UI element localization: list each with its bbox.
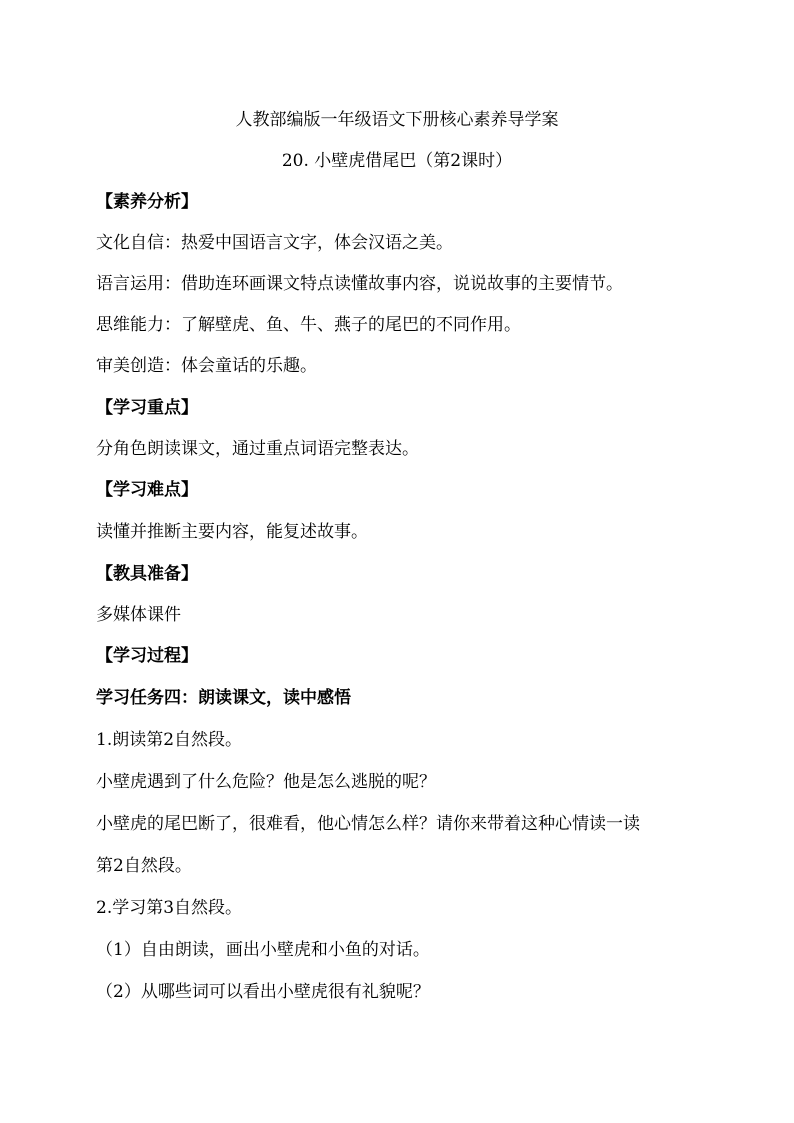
task-item: 2.学习第3自然段。 <box>96 898 243 918</box>
key-points-heading: 【学习重点】 <box>96 398 198 418</box>
document-title: 人教部编版一年级语文下册核心素养导学案 <box>235 110 559 130</box>
task-item: 小壁虎遇到了什么危险？他是怎么逃脱的呢？ <box>96 772 436 792</box>
task-heading: 学习任务四：朗读课文，读中感悟 <box>96 688 351 708</box>
key-points-text: 分角色朗读课文，通过重点词语完整表达。 <box>96 439 419 459</box>
task-item: 1.朗读第2自然段。 <box>96 730 243 750</box>
process-heading: 【学习过程】 <box>96 646 198 666</box>
literacy-heading: 【素养分析】 <box>96 192 198 212</box>
literacy-item: 思维能力：了解壁虎、鱼、牛、燕子的尾巴的不同作用。 <box>96 315 521 335</box>
task-item: 小壁虎的尾巴断了，很难看，他心情怎么样？请你来带着这种心情读一读 <box>96 814 640 834</box>
task-item: 第2自然段。 <box>96 856 192 876</box>
difficulties-heading: 【学习难点】 <box>96 480 198 500</box>
difficulties-text: 读懂并推断主要内容，能复述故事。 <box>96 522 368 542</box>
literacy-item: 文化自信：热爱中国语言文字，体会汉语之美。 <box>96 233 453 253</box>
literacy-item: 审美创造：体会童话的乐趣。 <box>96 356 317 376</box>
materials-heading: 【教具准备】 <box>96 564 198 584</box>
task-item: （2）从哪些词可以看出小壁虎很有礼貌呢？ <box>96 982 430 1002</box>
lesson-subtitle: 20. 小壁虎借尾巴（第2课时） <box>281 151 513 171</box>
task-item: （1）自由朗读，画出小壁虎和小鱼的对话。 <box>96 940 430 960</box>
literacy-item: 语言运用：借助连环画课文特点读懂故事内容，说说故事的主要情节。 <box>96 274 623 294</box>
materials-text: 多媒体课件 <box>96 605 181 625</box>
